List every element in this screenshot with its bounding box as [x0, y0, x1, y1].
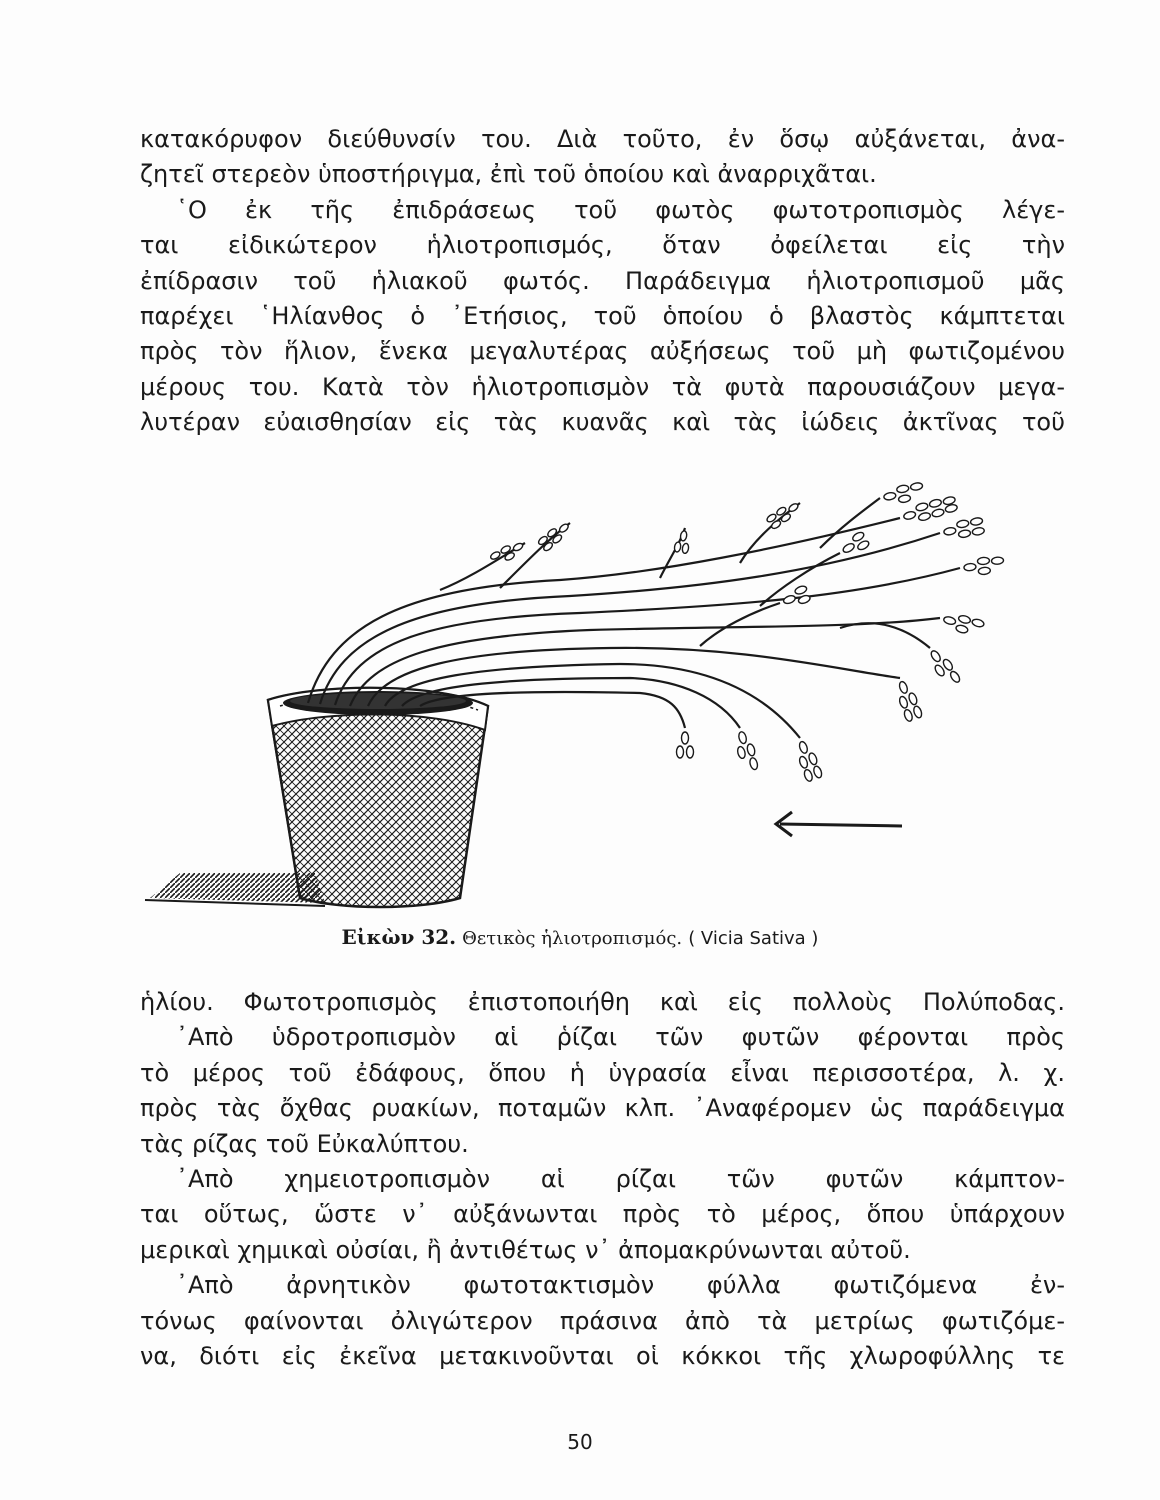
flower-pot [268, 688, 488, 907]
text-line: ᾿Απὸ χημειοτροπισμὸν αἱ ρίζαι τῶν φυτῶν κάμπτον- [176, 1164, 1065, 1193]
text-line: ᾿Απὸ ἀρνητικὸν φωτοτακτισμὸν φύλλα φωτιζόμενα ἐν- [176, 1271, 1065, 1300]
text-line: τόνως φαίνονται ὀλιγώτερον πράσινα ἀπὸ τὰ μετρίως φωτιζόμε- [140, 1306, 1065, 1335]
text-line: ται οὕτως, ὥστε ν᾿ αὐξάνωνται πρὸς τὸ μέρος, ὅπου ὑπάρχουν [140, 1200, 1065, 1229]
light-direction-arrow-icon [776, 812, 902, 836]
text-line: τὸ μέρος τοῦ ἐδάφους, ὅπου ἡ ὑγρασία εἶναι περισσοτέρα, λ. χ. [140, 1058, 1065, 1087]
text-line: ῾Ο ἐκ τῆς ἐπιδράσεως τοῦ φωτὸς φωτοτροπισμὸς λέγε- [176, 195, 1065, 224]
bottom-paragraph [140, 985, 1065, 1374]
figure-caption [0, 925, 1160, 949]
text-line: ᾿Απὸ ὑδροτροπισμὸν αἱ ῥίζαι τῶν φυτῶν φέρονται πρὸς [176, 1023, 1065, 1052]
figure-label: Εἰκὼν 32. [341, 925, 457, 949]
text-line: τὰς ρίζας τοῦ Εὐκαλύπτου. [140, 1129, 469, 1158]
text-line: ἡλίου. Φωτοτροπισμὸς ἐπιστοποιήθη καὶ εἰς πολλοὺς Πολύποδας. [140, 988, 1065, 1016]
text-line: πρὸς τὰς ὄχθας ρυακίων, ποταμῶν κλπ. ᾿Αναφέρομεν ὡς παράδειγμα [140, 1094, 1065, 1123]
text-line: μέρους του. Κατὰ τὸν ἡλιοτροπισμὸν τὰ φυτὰ παρουσιάζουν μεγα- [140, 372, 1065, 401]
text-line: παρέχει ῾Ηλίανθος ὁ ᾿Ετήσιος, τοῦ ὁποίου ὁ βλαστὸς κάμπτεται [140, 301, 1065, 330]
text-line: κατακόρυφον διεύθυνσίν του. Διὰ τοῦτο, ἐν ὅσῳ αὐξάνεται, ἀνα- [140, 125, 1065, 153]
text-line: ἐπίδρασιν τοῦ ἡλιακοῦ φωτός. Παράδειγμα ἡλιοτροπισμοῦ μᾶς [140, 266, 1065, 295]
text-line: ζητεῖ στερεὸν ὑποστήριγμα, ἐπὶ τοῦ ὁποίου καὶ ἀναρριχᾶται. [140, 160, 877, 189]
text-line: ται εἰδικώτερον ἡλιοτροπισμός, ὅταν ὀφείλεται εἰς τὴν [140, 231, 1065, 260]
top-paragraph [140, 122, 1065, 441]
figure-title: Θετικὸς ἡλιοτροπισμός. [462, 928, 683, 949]
text-line: πρὸς τὸν ἥλιον, ἕνεκα μεγαλυτέρας αὐξήσεως τοῦ μὴ φωτιζομένου [140, 337, 1065, 366]
text-line: να, διότι εἰς ἐκεῖνα μετακινοῦνται οἱ κόκκοι τῆς χλωροφύλλης τε [140, 1341, 1065, 1370]
page-number: 50 [567, 1430, 593, 1454]
plant-illustration [140, 478, 1060, 918]
figure-latin-name: ( Vicia Sativa ) [688, 928, 819, 949]
text-line: μερικαὶ χημικαὶ οὐσίαι, ἢ ἀντιθέτως ν᾿ ἀπομακρύνωνται αὐτοῦ. [140, 1235, 911, 1264]
text-line: λυτέραν εὐαισθησίαν εἰς τὰς κυανᾶς καὶ τὰς ἰώδεις ἀκτῖνας τοῦ [140, 408, 1065, 437]
